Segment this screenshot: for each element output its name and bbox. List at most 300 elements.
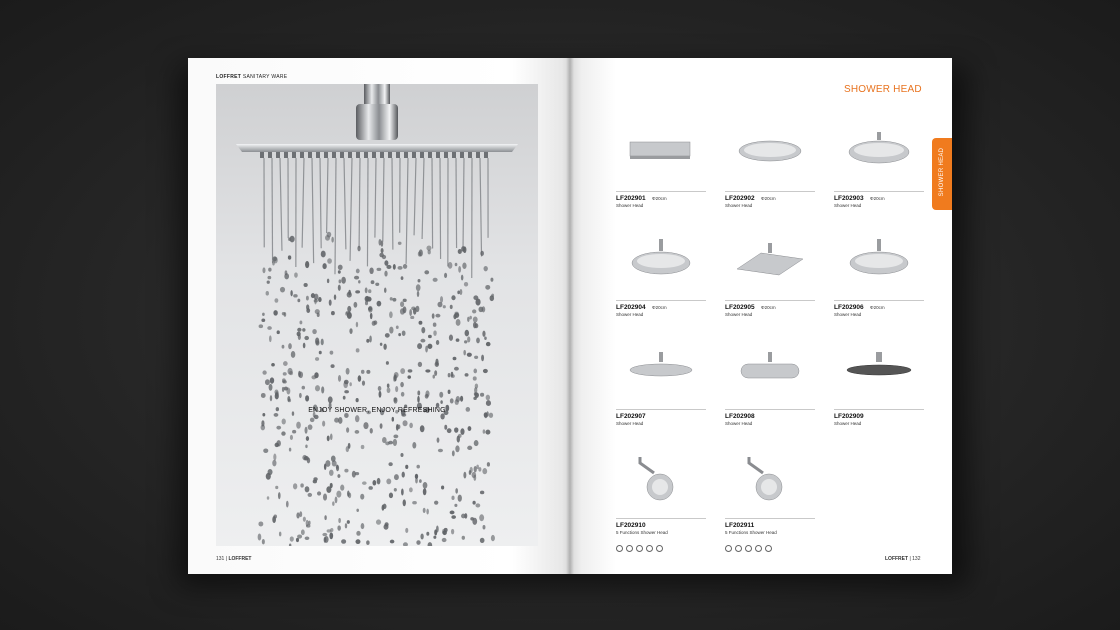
water-drop [338, 270, 341, 273]
water-drop [473, 376, 477, 380]
water-drop [336, 464, 339, 468]
page-gutter [566, 58, 574, 574]
product-code: LF202904 [616, 304, 646, 311]
nozzle [428, 152, 432, 158]
water-stream [272, 158, 273, 263]
product-size: Φ20cm [652, 196, 667, 201]
water-drop [362, 481, 367, 485]
water-drop [267, 326, 272, 330]
water-drop [461, 275, 464, 281]
water-drop [448, 373, 451, 377]
water-drop [403, 420, 408, 426]
water-drop [427, 344, 432, 349]
water-drop [356, 269, 360, 274]
water-drop [475, 383, 478, 388]
nozzle [380, 152, 384, 158]
product-size: Φ20cm [870, 305, 885, 310]
side-tab [932, 138, 952, 210]
water-drop [454, 427, 458, 432]
water-drop [421, 327, 425, 333]
water-drop [327, 258, 332, 264]
spray-function-icon [735, 545, 742, 552]
water-drop [282, 387, 284, 392]
water-drop [305, 427, 308, 434]
water-drop [286, 501, 289, 508]
product-code: LF202902 [725, 195, 755, 202]
shower-plate [236, 144, 518, 152]
water-drop [340, 485, 344, 491]
water-drop [265, 379, 270, 385]
water-drop [438, 449, 443, 452]
water-drop [403, 542, 408, 546]
water-drop [290, 435, 293, 440]
water-drop [387, 384, 390, 388]
water-drop [310, 418, 315, 423]
water-drop [470, 467, 473, 473]
water-drop [305, 536, 310, 539]
nozzle [300, 152, 304, 158]
product-image [725, 338, 815, 408]
water-drop [297, 299, 300, 303]
water-stream [480, 158, 482, 256]
water-drop [469, 316, 472, 320]
water-drop [323, 493, 327, 500]
water-drop [258, 521, 263, 526]
nozzle [284, 152, 288, 158]
water-drop [299, 393, 302, 398]
water-drop [412, 442, 416, 449]
spray-function-icon [636, 545, 643, 552]
water-drop [315, 357, 319, 361]
water-drop [321, 386, 324, 393]
water-drop [314, 298, 316, 304]
nozzle [260, 152, 264, 158]
water-drop [261, 393, 266, 398]
water-drop [483, 369, 488, 373]
water-drop [377, 301, 382, 307]
water-drop [454, 367, 459, 371]
water-drop [479, 514, 484, 521]
water-drop [419, 249, 423, 256]
water-drop [346, 368, 350, 375]
water-drop [378, 386, 382, 391]
water-drop [366, 339, 369, 343]
water-drop [456, 319, 461, 326]
water-drop [412, 501, 417, 504]
water-drop [362, 380, 365, 385]
water-drop [293, 483, 297, 489]
water-drop [480, 251, 484, 256]
water-drop [330, 434, 333, 440]
water-drop [269, 335, 272, 342]
water-drop [484, 266, 488, 271]
water-drop [375, 283, 379, 286]
water-drop [355, 539, 360, 544]
water-drop [468, 426, 472, 431]
shower-head-icon [834, 338, 924, 408]
water-drop [389, 311, 393, 318]
water-drop [440, 413, 444, 419]
spray-function-icon [765, 545, 772, 552]
product-item [725, 338, 815, 438]
water-drop [294, 272, 298, 277]
water-drop [455, 445, 459, 452]
water-drop [420, 425, 425, 432]
water-drop [303, 517, 306, 522]
water-stream [280, 158, 282, 251]
left-footer-separator: | [225, 556, 228, 562]
water-drop [299, 511, 302, 517]
water-drop [383, 504, 387, 509]
water-drop [302, 328, 305, 332]
water-drop [451, 529, 454, 535]
water-drop [417, 343, 422, 349]
product-code: LF202903 [834, 195, 864, 202]
water-drop [473, 397, 476, 400]
nozzle [436, 152, 440, 158]
water-drop [467, 317, 469, 322]
water-drop [450, 305, 453, 309]
water-stream [422, 158, 424, 239]
water-drop [403, 299, 407, 302]
shower-head-icon [725, 120, 815, 190]
water-drop [386, 265, 391, 269]
water-drop [400, 301, 404, 307]
water-stream [327, 158, 328, 233]
water-drop [263, 448, 268, 452]
water-drop [353, 302, 357, 308]
water-drop [282, 345, 285, 349]
water-drop [403, 499, 406, 506]
water-drop [305, 486, 310, 492]
water-drop [311, 375, 316, 379]
water-drop [451, 515, 456, 519]
water-drop [451, 372, 454, 377]
nozzle [316, 152, 320, 158]
product-code: LF202906 [834, 304, 864, 311]
water-drop [440, 400, 442, 404]
water-drop [397, 424, 400, 428]
water-drop [458, 249, 462, 254]
product-item [616, 447, 706, 547]
water-stream [359, 158, 360, 248]
product-rule [616, 191, 706, 192]
water-drop [392, 417, 394, 422]
water-drop [472, 309, 476, 313]
water-drop [281, 431, 285, 435]
right-footer [885, 556, 921, 562]
water-drop [460, 428, 464, 435]
nozzle [324, 152, 328, 158]
water-drop [311, 293, 315, 298]
water-drop [338, 518, 341, 523]
water-drop [273, 257, 277, 264]
water-drop [485, 285, 490, 290]
product-code: LF202901 [616, 195, 646, 202]
water-drop [266, 291, 269, 296]
water-stream [392, 158, 393, 250]
water-drop [319, 351, 322, 355]
water-drop [400, 382, 404, 387]
water-drop [308, 424, 313, 429]
water-drop [458, 434, 462, 438]
water-drop [433, 330, 436, 336]
water-drop [315, 385, 320, 391]
water-drop [346, 311, 351, 314]
product-rule [616, 518, 706, 519]
water-drop [433, 536, 436, 539]
water-drop [433, 323, 437, 327]
water-stream [406, 158, 408, 264]
water-drop [332, 501, 334, 506]
water-drop [331, 364, 335, 368]
water-drop [448, 262, 453, 269]
water-drop [409, 423, 413, 429]
product-rule [616, 409, 706, 410]
water-drop [413, 308, 416, 315]
water-stream [383, 158, 384, 242]
water-drop [273, 514, 277, 518]
water-drop [467, 446, 472, 450]
water-drop [382, 255, 386, 259]
water-drop [269, 384, 273, 391]
water-drop [327, 232, 332, 238]
water-drop [300, 483, 303, 487]
water-drop [482, 331, 485, 337]
water-drop [418, 362, 422, 367]
water-drop [474, 440, 479, 446]
water-drop [365, 287, 368, 293]
water-drop [472, 518, 477, 525]
shower-head-icon [616, 229, 706, 299]
water-drop [344, 390, 349, 393]
water-drop [380, 343, 383, 346]
water-drop [355, 430, 360, 434]
water-drop [403, 264, 407, 269]
water-drop [303, 343, 306, 349]
water-drop [456, 338, 460, 342]
water-drop [394, 488, 397, 492]
water-drop [486, 395, 490, 401]
nozzle [404, 152, 408, 158]
water-drop [457, 290, 460, 294]
water-drop [426, 509, 429, 515]
left-footer [216, 556, 252, 562]
water-drop [270, 395, 272, 401]
water-drop [356, 398, 359, 402]
water-stream [432, 158, 433, 249]
product-description: 5 Functions Shower Head [616, 530, 668, 535]
shower-head-icon [725, 229, 815, 299]
water-drop [366, 540, 369, 545]
water-drop [338, 417, 342, 424]
water-drop [372, 480, 376, 486]
product-description: Shower Head [834, 312, 862, 317]
water-drop [334, 294, 336, 300]
water-drop [282, 312, 285, 315]
water-drop [366, 297, 371, 302]
water-drop [322, 533, 327, 536]
nozzle [476, 152, 480, 158]
water-drop [390, 297, 393, 300]
shower-head-icon [616, 338, 706, 408]
product-image [616, 120, 706, 190]
water-drop [282, 378, 286, 382]
water-drop [261, 425, 266, 431]
product-item [725, 120, 815, 220]
water-drop [400, 368, 405, 374]
nozzle [364, 152, 368, 158]
water-drop [451, 295, 455, 300]
water-drop [408, 369, 413, 372]
water-drop [283, 372, 287, 376]
water-drop [336, 491, 341, 498]
water-drop [291, 351, 296, 358]
nozzle [452, 152, 456, 158]
water-drop [433, 278, 438, 282]
water-drop [262, 267, 265, 273]
product-code: LF202907 [616, 413, 646, 420]
water-drop [360, 494, 364, 500]
nozzle [332, 152, 336, 158]
water-drop [449, 335, 453, 341]
water-drop [393, 439, 397, 446]
water-drop [321, 339, 324, 346]
water-drop [480, 491, 484, 495]
water-drop [327, 435, 330, 441]
water-drop [371, 280, 375, 284]
left-footer-brand: LOFFRET [228, 556, 252, 562]
water-drop [293, 294, 298, 297]
water-drop [416, 284, 421, 291]
water-drop [448, 390, 451, 394]
water-drop [377, 268, 382, 271]
product-description: Shower Head [725, 312, 753, 317]
water-drop [288, 255, 291, 259]
water-drop [433, 375, 435, 379]
water-drop [306, 296, 309, 301]
product-rule [725, 409, 815, 410]
water-drop [330, 351, 334, 355]
shower-head-icon [616, 120, 706, 190]
water-drop [274, 298, 278, 302]
water-drop [262, 539, 265, 544]
water-drop [483, 429, 486, 433]
water-drop [280, 287, 285, 293]
nozzle [340, 152, 344, 158]
water-stream [414, 158, 416, 235]
product-code: LF202911 [725, 522, 755, 529]
water-drop [426, 245, 431, 250]
water-drop [370, 428, 373, 434]
water-drop [417, 291, 419, 297]
water-drop [418, 279, 421, 282]
water-drop [292, 430, 296, 434]
water-drop [356, 322, 358, 328]
water-drop [275, 486, 278, 489]
water-drop [458, 266, 461, 273]
water-drop [458, 495, 462, 502]
water-drop [297, 534, 302, 538]
nozzle [388, 152, 392, 158]
product-image [834, 120, 924, 190]
water-drop [455, 488, 458, 494]
water-drop [401, 276, 404, 280]
product-description: Shower Head [834, 421, 862, 426]
water-drop [283, 361, 288, 366]
product-size: Φ20cm [761, 305, 776, 310]
water-drop [426, 532, 429, 536]
water-drop [444, 425, 447, 430]
product-description: Shower Head [616, 203, 644, 208]
water-drop [439, 392, 443, 398]
water-drop [416, 465, 419, 469]
water-drop [346, 427, 349, 433]
water-drop [338, 265, 343, 270]
water-drop [387, 387, 391, 393]
water-drop [338, 375, 341, 382]
product-code: LF202905 [725, 304, 755, 311]
water-drop [419, 321, 423, 325]
water-drop [329, 532, 333, 539]
water-drop [361, 370, 365, 374]
spray-function-icon [656, 545, 663, 552]
water-drop [476, 337, 480, 343]
water-drop [436, 340, 439, 345]
product-item [834, 338, 924, 438]
water-drop [268, 268, 271, 272]
water-drop [355, 472, 359, 475]
water-drop [432, 313, 435, 319]
right-footer-brand: LOFFRET [885, 556, 909, 562]
water-drop [329, 470, 334, 476]
product-description: Shower Head [725, 203, 753, 208]
water-stream [367, 158, 368, 266]
water-drop [381, 248, 384, 253]
water-drop [262, 370, 266, 374]
water-drop [290, 236, 295, 243]
water-drop [327, 279, 329, 284]
product-description: Shower Head [725, 421, 753, 426]
water-drop [385, 522, 389, 526]
water-drop [384, 271, 387, 277]
water-drop [302, 455, 307, 460]
water-drop [474, 466, 477, 472]
side-tab-label: SHOWER HEAD [939, 147, 945, 197]
water-drop [324, 536, 328, 543]
water-drop [434, 501, 438, 505]
water-drop [467, 353, 472, 357]
spray-function-icon [725, 545, 732, 552]
shower-head-icon [725, 447, 815, 517]
product-rule [725, 191, 815, 192]
shower-joint [356, 104, 398, 140]
left-header-brand [216, 74, 287, 80]
water-drop [398, 242, 402, 245]
water-drop [278, 492, 281, 499]
water-drop [267, 276, 271, 279]
water-stream [320, 158, 321, 248]
water-drop [304, 283, 308, 287]
water-drop [400, 453, 403, 457]
water-drop [417, 390, 420, 395]
water-drop [344, 380, 349, 384]
nozzle [292, 152, 296, 158]
water-drop [345, 523, 347, 528]
right-page-number: 132 [912, 556, 921, 562]
water-drop [369, 267, 373, 274]
water-drop [384, 288, 386, 293]
